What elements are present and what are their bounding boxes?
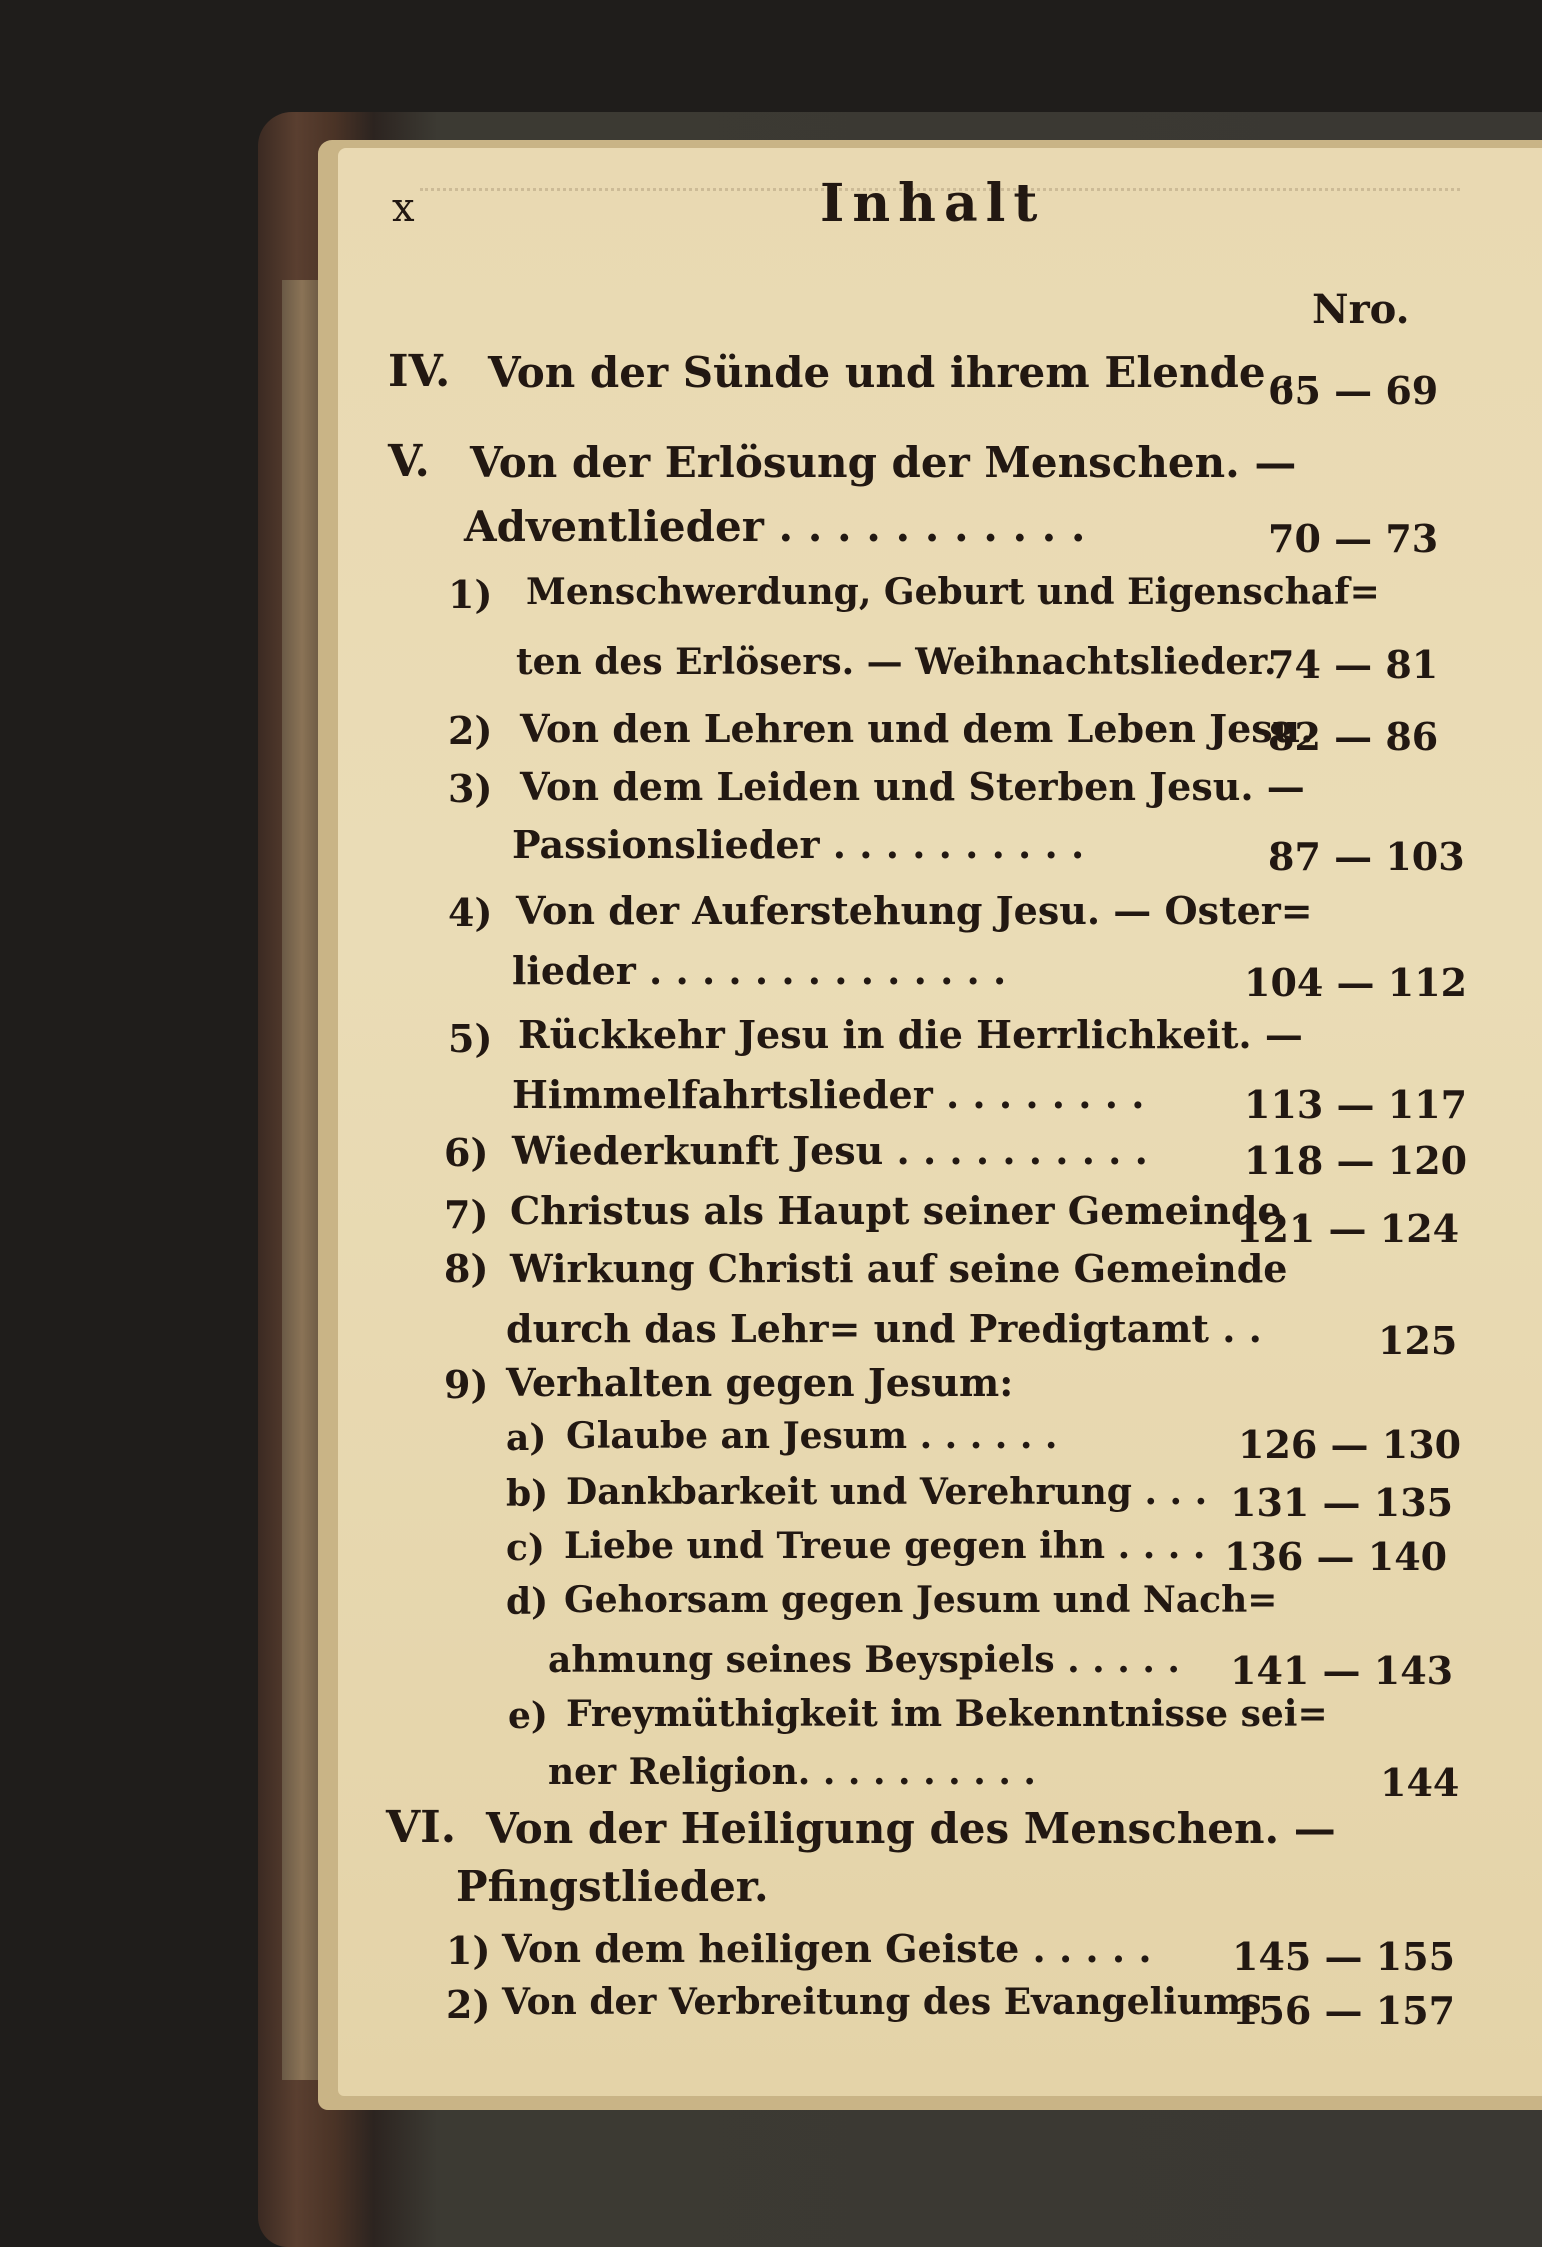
- subentry-b-title: Dankbarkeit und Verehrung . . .: [566, 1471, 1208, 1513]
- section-vi-title-line2: Pfingstlieder.: [456, 1862, 769, 1911]
- subentry-c-title: Liebe und Treue gegen ihn . . . .: [564, 1525, 1206, 1567]
- entry-vi-1-range: 145 — 155: [1232, 1934, 1456, 1979]
- entry-vi-2-title: Von der Verbreitung des Evangeliums: [502, 1981, 1262, 2023]
- entry-9-number: 9): [444, 1362, 489, 1407]
- entry-vi-1-title: Von dem heiligen Geiste . . . . .: [502, 1926, 1152, 1971]
- entry-vi-2-number: 2): [446, 1982, 491, 2027]
- subentry-d-title-line2: ahmung seines Beyspiels . . . . .: [548, 1639, 1180, 1681]
- section-v-title-line1: Von der Erlösung der Menschen. —: [470, 438, 1297, 487]
- subentry-d-letter: d): [506, 1581, 549, 1623]
- entry-1-number: 1): [448, 572, 493, 617]
- subentry-a-letter: a): [506, 1417, 547, 1459]
- entry-8-range: 125: [1378, 1318, 1458, 1363]
- entry-2-title: Von den Lehren und dem Leben Jesu.: [520, 706, 1314, 751]
- section-iv-range: 65 — 69: [1268, 368, 1439, 413]
- entry-8-title-line2: durch das Lehr= und Predigtamt . .: [506, 1306, 1262, 1351]
- entry-1-title-line1: Menschwerdung, Geburt und Eigenschaf=: [526, 571, 1380, 613]
- entry-4-number: 4): [448, 890, 493, 935]
- subentry-e-title-line1: Freymüthigkeit im Bekenntnisse sei=: [566, 1693, 1328, 1735]
- page-number: x: [392, 185, 415, 231]
- subentry-e-letter: e): [508, 1695, 548, 1737]
- section-v-range: 70 — 73: [1268, 516, 1439, 561]
- entry-2-range: 82 — 86: [1268, 714, 1439, 759]
- entry-3-title-line2: Passionslieder . . . . . . . . . .: [512, 822, 1085, 867]
- entry-7-title: Christus als Haupt seiner Gemeinde .: [510, 1188, 1309, 1233]
- entry-8-title-line1: Wirkung Christi auf seine Gemeinde: [510, 1246, 1288, 1291]
- entry-3-range: 87 — 103: [1268, 834, 1465, 879]
- entry-1-range: 74 — 81: [1268, 642, 1439, 687]
- entry-5-title-line1: Rückkehr Jesu in die Herrlichkeit. —: [518, 1012, 1303, 1057]
- section-vi-number: VI.: [386, 1802, 457, 1853]
- entry-6-number: 6): [444, 1130, 489, 1175]
- entry-6-title: Wiederkunft Jesu . . . . . . . . . .: [512, 1128, 1148, 1173]
- section-v-number: V.: [388, 436, 430, 487]
- subentry-b-range: 131 — 135: [1230, 1480, 1454, 1525]
- section-vi-title-line1: Von der Heiligung des Menschen. —: [486, 1804, 1336, 1853]
- section-v-title-line2: Adventlieder . . . . . . . . . . .: [464, 502, 1086, 551]
- number-column-label: Nro.: [1312, 286, 1410, 333]
- entry-9-title: Verhalten gegen Jesum:: [506, 1360, 1014, 1405]
- subentry-a-title: Glaube an Jesum . . . . . .: [566, 1415, 1058, 1457]
- section-iv-title: Von der Sünde und ihrem Elende .: [488, 348, 1295, 397]
- entry-4-title-line1: Von der Auferstehung Jesu. — Oster=: [516, 888, 1313, 933]
- section-iv-number: IV.: [388, 346, 451, 397]
- entry-6-range: 118 — 120: [1244, 1138, 1468, 1183]
- entry-2-number: 2): [448, 708, 493, 753]
- entry-5-title-line2: Himmelfahrtslieder . . . . . . . .: [512, 1072, 1145, 1117]
- entry-7-range: 121 — 124: [1236, 1206, 1460, 1251]
- subentry-c-range: 136 — 140: [1224, 1534, 1448, 1579]
- subentry-a-range: 126 — 130: [1238, 1422, 1462, 1467]
- entry-5-range: 113 — 117: [1244, 1082, 1468, 1127]
- entry-4-range: 104 — 112: [1244, 960, 1468, 1005]
- subentry-d-title-line1: Gehorsam gegen Jesum und Nach=: [564, 1579, 1278, 1621]
- subentry-e-range: 144: [1380, 1760, 1460, 1805]
- entry-3-title-line1: Von dem Leiden und Sterben Jesu. —: [520, 764, 1305, 809]
- entry-1-title-line2: ten des Erlösers. — Weihnachtslieder.: [516, 641, 1277, 683]
- entry-vi-1-number: 1): [446, 1928, 491, 1973]
- entry-8-number: 8): [444, 1246, 489, 1291]
- subentry-e-title-line2: ner Religion. . . . . . . . . .: [548, 1751, 1036, 1793]
- page-title: Inhalt: [820, 173, 1046, 234]
- entry-7-number: 7): [444, 1192, 489, 1237]
- entry-3-number: 3): [448, 766, 493, 811]
- subentry-d-range: 141 — 143: [1230, 1648, 1454, 1693]
- subentry-c-letter: c): [506, 1527, 545, 1569]
- subentry-b-letter: b): [506, 1473, 549, 1515]
- entry-vi-2-range: 156 — 157: [1232, 1988, 1456, 2033]
- entry-5-number: 5): [448, 1016, 493, 1061]
- entry-4-title-line2: lieder . . . . . . . . . . . . . .: [512, 948, 1007, 993]
